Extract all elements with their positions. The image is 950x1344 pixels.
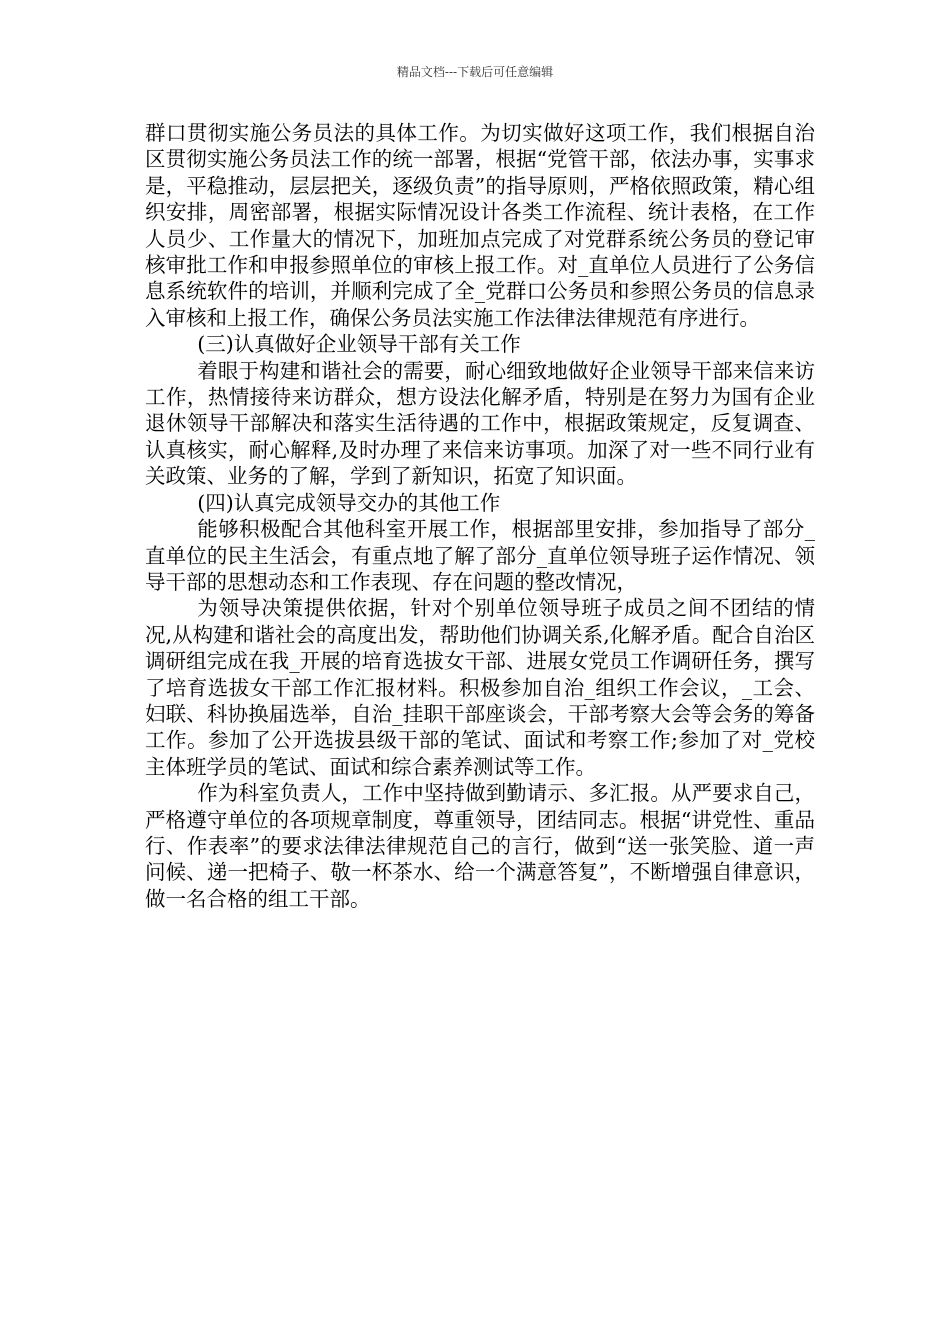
body-paragraph: 能够积极配合其他科室开展工作，根据部里安排，参加指导了部分_直单位的民主生活会，有重点地了解了部分_直单位领导班子运作情况、领导干部的思想动态和工作表现、存在问题的整改情况， [145, 517, 815, 594]
body-paragraph: 着眼于构建和谐社会的需要，耐心细致地做好企业领导干部来信来访工作，热情接待来访群众，想方设法化解矛盾，特别是在努力为国有企业退休领导干部解决和落实生活待遇的工作中，根据政策规定，反复调查、认真核实，耐心解释,及时办理了来信来访事项。加深了对一些不同行业有关政策、业务的了解，学到了新知识，拓宽了知识面。 [145, 358, 815, 489]
section-heading-3: (三)认真做好企业领导干部有关工作 [197, 332, 521, 357]
body-paragraph: 群口贯彻实施公务员法的具体工作。为切实做好这项工作，我们根据自治区贯彻实施公务员法工作的统一部署，根据“党管干部，依法办事，实事求是，平稳推动，层层把关，逐级负责”的指导原则，严格依照政策，精心组织安排，周密部署，根据实际情况设计各类工作流程、统计表格，在工作人员少、工作量大的情况下，加班加点完成了对党群系统公务员的登记审核审批工作和申报参照单位的审核上报工作。对_直单位人员进行了公务信息系统软件的培训，并顺利完成了全_党群口公务员和参照公务员的信息录入审核和上报工作，确保公务员法实施工作法律法律规范有序进行。 [145, 121, 815, 330]
section-heading-4: (四)认真完成领导交办的其他工作 [197, 490, 501, 515]
body-paragraph: 为领导决策提供依据，针对个别单位领导班子成员之间不团结的情况,从构建和谐社会的高度出发，帮助他们协调关系,化解矛盾。配合自治区调研组完成在我_开展的培育选拔女干部、进展女党员工作调研任务，撰写了培育选拔女干部工作汇报材料。积极参加自治_组织工作会议，_工会、妇联、科协换届选举，自治_挂职干部座谈会，干部考察大会等会务的筹备工作。参加了公开选拔县级干部的笔试、面试和考察工作;参加了对_党校主体班学员的笔试、面试和综合素养测试等工作。 [145, 596, 815, 779]
document-body [145, 120, 815, 912]
page-header: 精品文档---下载后可任意编辑 [396, 65, 554, 79]
body-paragraph: 作为科室负责人，工作中坚持做到勤请示、多汇报。从严要求自己，严格遵守单位的各项规章制度，尊重领导，团结同志。根据“讲党性、重品行、作表率”的要求法律法律规范自己的言行，做到“送一张笑脸、道一声问候、递一把椅子、敬一杯茶水、给一个满意答复”，不断增强自律意识，做一名合格的组工干部。 [145, 781, 815, 911]
